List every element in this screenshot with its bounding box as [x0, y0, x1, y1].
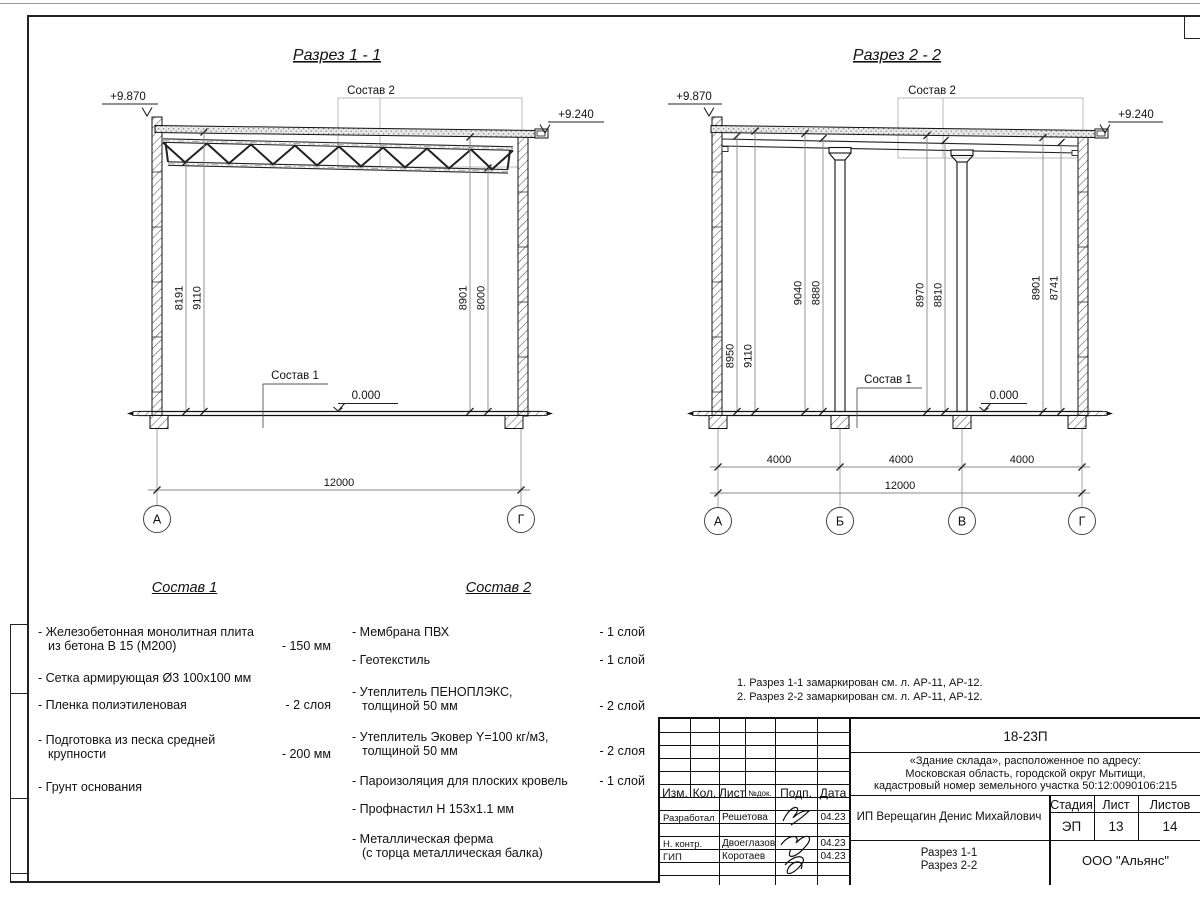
- row-date-2: 04.23: [820, 838, 846, 849]
- footing-left: [150, 416, 168, 429]
- dim-9040: 9040: [792, 280, 805, 306]
- side-strip-div1: [10, 624, 27, 625]
- roof-slab-2: [711, 126, 1108, 139]
- roof-slab: [155, 126, 548, 139]
- wall-left: [152, 117, 162, 416]
- svg-text:Г: Г: [517, 512, 525, 527]
- list-item: - Профнастил Н 153х1.1 мм: [352, 802, 515, 816]
- section-1-title: Разрез 1 - 1: [292, 47, 382, 64]
- footing-b: [831, 416, 849, 429]
- dim-12000-2: 12000: [884, 480, 916, 492]
- list-item: - Подготовка из песка средней крупности - 200 мм: [38, 733, 331, 761]
- dim-bay2: 4000: [888, 454, 914, 466]
- col-data: Дата: [819, 786, 847, 800]
- svg-text:Б: Б: [835, 514, 845, 529]
- svg-text:Г: Г: [1078, 514, 1086, 529]
- dim-8901-2: 8901: [1030, 275, 1043, 301]
- footing-v: [953, 416, 971, 429]
- wall-right-2: [1078, 137, 1088, 416]
- list-item: - Железобетонная монолитная плита из бетона В 15 (М200) - 150 мм: [38, 625, 331, 653]
- wall-left-2: [712, 117, 722, 416]
- dim-8741: 8741: [1048, 275, 1061, 301]
- title-block: [658, 717, 1200, 883]
- stage-label: Стадия: [1050, 798, 1093, 812]
- elev-right-mark-2: [1100, 109, 1163, 133]
- list-item: - Утеплитель ПЕНОПЛЭКС, толщиной 50 мм - 2 слой: [352, 685, 645, 713]
- list-item: - Геотекстиль - 1 слой: [352, 653, 645, 667]
- roof-beams: [722, 139, 1078, 156]
- svg-text:А: А: [713, 514, 723, 529]
- sostav1-leader-2: [857, 374, 922, 428]
- row-role-1: Разработал: [663, 812, 715, 824]
- dim-12000: 12000: [323, 477, 355, 489]
- dim-8880: 8880: [810, 280, 823, 306]
- svg-text:Состав 1: Состав 1: [271, 370, 319, 382]
- svg-text:+9.240: +9.240: [558, 109, 594, 121]
- sostav2-leader-label: Состав 2: [347, 85, 395, 97]
- row-role-2: Н. контр.: [663, 838, 703, 850]
- list-item: - Металлическая ферма (с торца металлическая балка): [352, 832, 543, 860]
- col-podp: Подп.: [780, 786, 812, 800]
- note-line-2: 2. Разрез 2-2 замаркирован см. л. АР-11, АР-12.: [737, 690, 983, 703]
- row-date-3: 04.23: [820, 851, 846, 862]
- note-line-1: 1. Разрез 1-1 замаркирован см. л. АР-11, АР-12.: [737, 677, 983, 689]
- col-ndok: №док.: [748, 789, 772, 798]
- elev-left-mark-2: [668, 91, 722, 116]
- vertical-dims-2: [725, 128, 1065, 416]
- dim-9110-2: 9110: [742, 344, 755, 368]
- project-code: 18-23П: [1003, 729, 1048, 744]
- company-name: ООО "Альянс": [1082, 853, 1169, 868]
- column-b: [829, 148, 851, 412]
- wall-right: [518, 137, 528, 416]
- dim-8901: 8901: [457, 285, 470, 311]
- dim-8970: 8970: [914, 282, 927, 308]
- sostav2-list: [352, 581, 645, 860]
- list-item: - Сетка армирующая Ø3 100х100 мм: [38, 671, 252, 685]
- section-1-1: [102, 47, 604, 533]
- zero-level-mark: [334, 390, 399, 411]
- list-item: - Утеплитель Эковер Y=100 кг/м3, толщиной 50 мм - 2 слоя: [352, 730, 645, 758]
- row-role-3: ГИП: [663, 851, 682, 863]
- dim-bay3: 4000: [1009, 454, 1035, 466]
- svg-text:0.000: 0.000: [351, 390, 381, 402]
- bottom-dims-2: [705, 429, 1096, 535]
- section-2-title: Разрез 2 - 2: [852, 47, 942, 64]
- col-izm: Изм.: [662, 786, 688, 800]
- footing-right: [505, 416, 523, 429]
- svg-text:+9.870: +9.870: [110, 91, 146, 103]
- col-list: Лист: [719, 786, 746, 800]
- sostav2-leader-label-2: Состав 2: [908, 85, 956, 97]
- sostav2-title: Состав 2: [465, 580, 532, 596]
- sostav1-list: [38, 581, 331, 794]
- side-strip-div3: [10, 798, 27, 799]
- list-item: - Пленка полиэтиленовая - 2 слоя: [38, 698, 331, 712]
- dim-8810: 8810: [932, 282, 945, 308]
- bottom-dims: [144, 429, 535, 533]
- project-object: «Здание склада», расположенное по адресу: Московская область, городской округ Мытищи, кадастровый номер земельного участка 50:12:0090106:215: [873, 755, 1178, 792]
- dim-bay1: 4000: [766, 454, 792, 466]
- section-2-2: [668, 47, 1163, 535]
- svg-text:+9.240: +9.240: [1118, 109, 1154, 121]
- list-item: - Мембрана ПВХ - 1 слой: [352, 625, 645, 639]
- svg-text:В: В: [957, 514, 967, 529]
- stage-value: ЭП: [1061, 819, 1082, 834]
- list-value: 13: [1108, 819, 1124, 834]
- dim-8950: 8950: [724, 343, 737, 369]
- side-strip-div2: [10, 693, 27, 694]
- side-strip-line: [10, 624, 11, 882]
- list-item: - Пароизоляция для плоских кровель - 1 слой: [352, 774, 645, 788]
- floor-slab-2: [687, 412, 1113, 416]
- elev-left-mark: [102, 91, 158, 116]
- svg-text:Состав 1: Состав 1: [864, 374, 912, 386]
- row-date-1: 04.23: [820, 812, 846, 823]
- side-strip-div4: [10, 873, 27, 874]
- list-item: - Грунт основания: [38, 780, 143, 794]
- drawing-name: Разрез 1-1 Разрез 2-2: [920, 847, 978, 872]
- dim-8000: 8000: [475, 285, 488, 311]
- elev-right-mark: [540, 109, 604, 133]
- row-name-2: Двоеглазов: [722, 838, 776, 849]
- dim-9110: 9110: [191, 286, 204, 310]
- list-label: Лист: [1102, 798, 1130, 812]
- zero-level-mark-2: [980, 390, 1028, 411]
- column-v: [951, 150, 973, 412]
- svg-text:0.000: 0.000: [989, 390, 1019, 402]
- row-name-3: Коротаев: [722, 851, 766, 862]
- signature-squiggles: [775, 797, 817, 885]
- svg-text:+9.870: +9.870: [676, 91, 712, 103]
- footing-a: [709, 416, 727, 429]
- listov-value: 14: [1162, 819, 1178, 834]
- row-name-1: Решетова: [722, 812, 768, 823]
- dim-8191: 8191: [173, 285, 186, 311]
- col-kol: Кол.: [692, 786, 717, 800]
- client-name: ИП Верещагин Денис Михайлович: [856, 811, 1042, 823]
- svg-text:А: А: [152, 512, 162, 527]
- sostav1-title: Состав 1: [151, 580, 218, 596]
- sostav1-leader: [263, 370, 328, 428]
- sheet-notes: [737, 677, 983, 704]
- floor-slab: [127, 412, 553, 416]
- footing-g: [1068, 416, 1086, 429]
- listov-label: Листов: [1149, 798, 1191, 812]
